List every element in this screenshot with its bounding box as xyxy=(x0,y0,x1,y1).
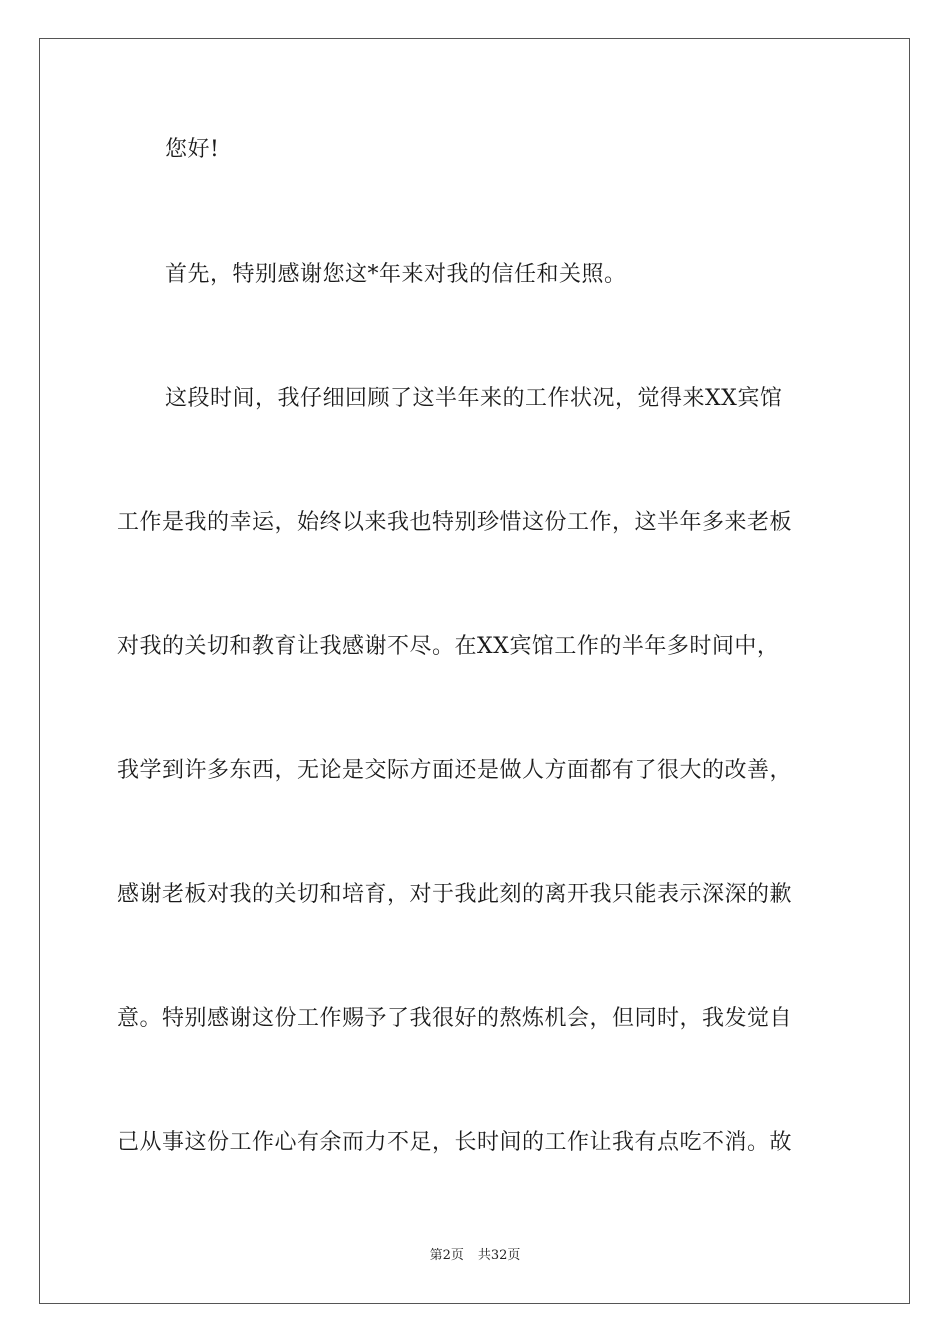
page-total: 共32页 xyxy=(477,1248,521,1263)
paragraph-line: 对我的关切和教育让我感谢不尽。在XX宾馆工作的半年多时间中， xyxy=(117,634,780,659)
paragraph-line: 我学到许多东西，无论是交际方面还是做人方面都有了很大的改善， xyxy=(117,758,793,783)
greeting-line: 您好! xyxy=(165,137,220,162)
page-border xyxy=(39,38,910,1304)
paragraph-line: 意。特别感谢这份工作赐予了我很好的熬炼机会，但同时，我发觉自 xyxy=(117,1006,793,1031)
paragraph-line: 工作是我的幸运，始终以来我也特别珍惜这份工作，这半年多来老板 xyxy=(117,510,793,535)
paragraph-line: 感谢老板对我的关切和培育，对于我此刻的离开我只能表示深深的歉 xyxy=(117,882,793,907)
paragraph-line: 首先，特别感谢您这*年来对我的信任和关照。 xyxy=(165,262,627,287)
paragraph-line: 这段时间，我仔细回顾了这半年来的工作状况，觉得来XX宾馆 xyxy=(165,386,783,411)
page-footer xyxy=(0,1248,950,1264)
paragraph-line: 己从事这份工作心有余而力不足，长时间的工作让我有点吃不消。故 xyxy=(117,1130,793,1155)
page-number: 第2页 xyxy=(429,1248,464,1263)
